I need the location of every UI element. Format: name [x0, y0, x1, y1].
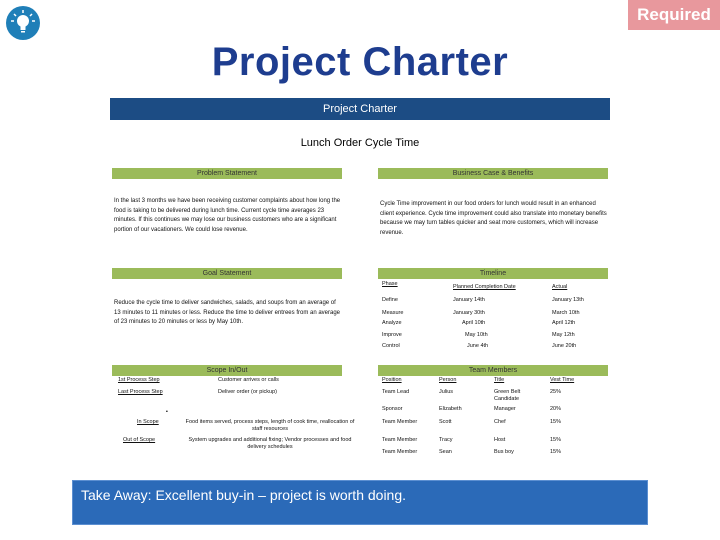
team-row-title: Manager — [494, 406, 516, 412]
bullet-mark: ▪ — [166, 409, 168, 415]
scope-text-in-scope: Food items served, process steps, length of cook time, reallocation of staff resources — [185, 419, 355, 432]
timeline-header: Timeline — [378, 268, 608, 279]
scope-label-first-step: 1st Process Step — [118, 377, 160, 383]
charter-title-bar: Project Charter — [110, 98, 610, 120]
team-col-vest-time: Vest Time — [550, 377, 575, 383]
scope-text-out-of-scope: System upgrades and additional fixing; Vendor processes and food delivery schedules — [188, 437, 352, 450]
timeline-row-actual: June 20th — [552, 343, 577, 349]
timeline-row-planned: January 14th — [453, 297, 485, 303]
timeline-row-phase: Analyze — [382, 320, 402, 326]
scope-label-in-scope: In Scope — [137, 419, 159, 425]
timeline-row-planned: May 10th — [465, 332, 488, 338]
team-row-position: Team Member — [382, 449, 418, 455]
team-row-vest-time: 15% — [550, 449, 562, 455]
timeline-col-planned: Planned Completion Date — [453, 284, 516, 290]
scope-text-last-step: Deliver order (or pickup) — [218, 389, 277, 395]
team-row-vest-time: 20% — [550, 406, 562, 412]
problem-statement-text: In the last 3 months we have been receiving customer complaints about how long the food is taking to be delivered during lunch time. Current cycle time averages 23 minutes. If this continues we may lose our business customers who are a significant portion of our vacationers. We could lose revenue. — [114, 198, 341, 233]
project-subtitle: Lunch Order Cycle Time — [300, 137, 420, 149]
timeline-row-planned: April 10th — [462, 320, 486, 326]
required-badge: Required — [628, 0, 720, 30]
team-row-title: Chef — [494, 419, 506, 425]
timeline-row-actual: May 12th — [552, 332, 575, 338]
team-row-person: Sean — [439, 449, 452, 455]
timeline-row-planned: January 30th — [453, 310, 485, 316]
business-case-text: Cycle Time improvement in our food orders for lunch would result in an enhanced client experience. Cycle time improvement could also translate into monetary benefits because we may turn tables quicker and seat more customers, which will increase revenue. — [380, 201, 607, 236]
goal-statement-text: Reduce the cycle time to deliver sandwiches, salads, and soups from an average of 13 minutes to 11 minutes or less. Reduce the time to deliver entrees from an average of 23 minutes to 20 minutes or less by May 10th. — [114, 300, 341, 325]
goal-statement-header: Goal Statement — [112, 268, 342, 279]
scope-header: Scope In/Out — [112, 365, 342, 376]
timeline-row-phase: Control — [382, 343, 400, 349]
timeline-row-phase: Improve — [382, 332, 402, 338]
team-row-title: Bus boy — [494, 449, 514, 455]
timeline-row-actual: April 12th — [552, 320, 576, 326]
team-row-position: Team Member — [382, 419, 418, 425]
team-row-vest-time: 25% — [550, 389, 562, 395]
team-row-position: Team Lead — [382, 389, 410, 395]
team-row-person: Julius — [439, 389, 454, 395]
team-row-vest-time: 15% — [550, 419, 562, 425]
team-col-title: Title — [494, 377, 505, 383]
business-case-header: Business Case & Benefits — [378, 168, 608, 179]
team-row-person: Scott — [439, 419, 452, 425]
timeline-col-actual: Actual — [552, 284, 568, 290]
team-row-position: Team Member — [382, 437, 418, 443]
scope-text-first-step: Customer arrives or calls — [218, 377, 279, 383]
lightbulb-icon — [6, 6, 40, 40]
team-row-title: Green Belt Candidate — [494, 389, 521, 402]
team-col-person: Person — [439, 377, 457, 383]
team-row-person: Elizabeth — [439, 406, 462, 412]
team-row-title: Host — [494, 437, 506, 443]
team-members-header: Team Members — [378, 365, 608, 376]
timeline-col-phase: Phase — [382, 281, 398, 287]
timeline-row-phase: Measure — [382, 310, 404, 316]
team-row-position: Sponsor — [382, 406, 403, 412]
timeline-row-phase: Define — [382, 297, 398, 303]
timeline-row-planned: June 4th — [467, 343, 489, 349]
scope-label-last-step: Last Process Step — [118, 389, 163, 395]
team-col-position: Position — [382, 377, 402, 383]
page-title: Project Charter — [211, 40, 509, 84]
takeaway-banner: Take Away: Excellent buy-in – project is worth doing. — [72, 480, 648, 525]
timeline-row-actual: March 10th — [552, 310, 580, 316]
problem-statement-header: Problem Statement — [112, 168, 342, 179]
timeline-row-actual: January 13th — [552, 297, 584, 303]
scope-label-out-of-scope: Out of Scope — [123, 437, 156, 443]
team-row-person: Tracy — [439, 437, 453, 443]
team-row-vest-time: 15% — [550, 437, 562, 443]
